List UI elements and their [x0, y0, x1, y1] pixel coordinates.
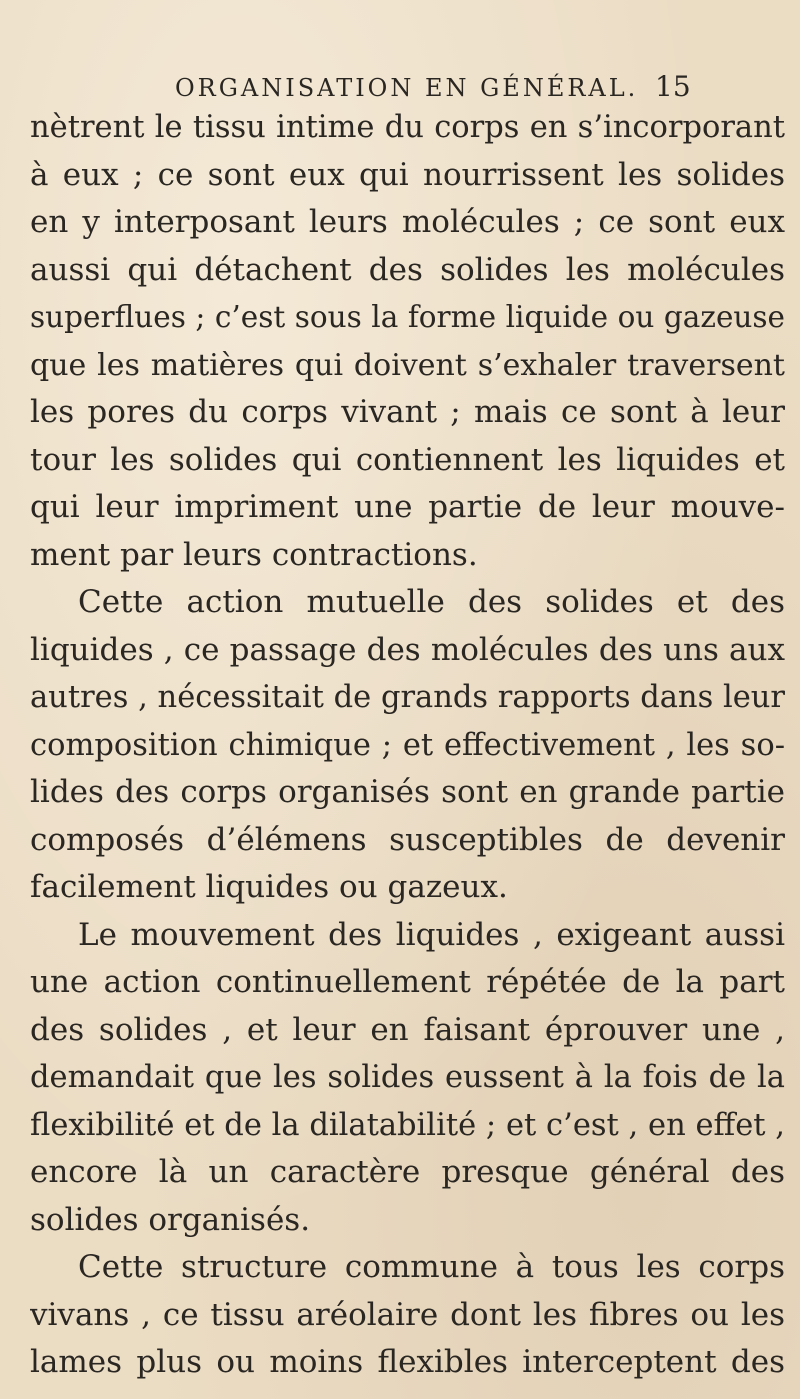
- text-line: superflues ; c’est sous la forme liquide ou gazeuse: [30, 300, 785, 334]
- text-line: encore là un caractère presque général des: [30, 1154, 785, 1190]
- text-line: une action continuellement répétée de la part: [30, 964, 785, 1000]
- text-line: ment par leurs contractions.: [30, 536, 478, 573]
- running-title: ORGANISATION EN GÉNÉRAL.: [175, 74, 639, 102]
- text-line: tour les solides qui contiennent les liquides et: [30, 441, 785, 478]
- body-text: [30, 104, 785, 1387]
- text-line: vivans , ce tissu aréolaire dont les fibres ou les: [30, 1296, 785, 1333]
- text-line: en y interposant leurs molécules ; ce sont eux: [30, 204, 785, 240]
- text-line: liquides , ce passage des molécules des uns aux: [30, 631, 785, 668]
- text-line: composés d’élémens susceptibles de devenir: [30, 821, 785, 858]
- page-number: 15: [655, 70, 691, 103]
- paragraph-start-line: Cette action mutuelle des solides et des: [78, 584, 785, 620]
- text-line: facilement liquides ou gazeux.: [30, 869, 508, 905]
- text-line: autres , nécessitait de grands rapports dans leur: [30, 680, 785, 715]
- text-line: à eux ; ce sont eux qui nourrissent les solides: [30, 156, 785, 193]
- text-line: qui leur impriment une partie de leur mouve-: [30, 489, 785, 525]
- text-line: que les matières qui doivent s’exhaler traversent: [30, 347, 785, 383]
- text-line: lides des corps organisés sont en grande partie: [30, 774, 785, 810]
- text-line: solides organisés.: [30, 1201, 311, 1238]
- paragraph-start-line: Cette structure commune à tous les corps: [78, 1249, 785, 1285]
- text-line: des solides , et leur en faisant éprouver une ,: [30, 1011, 785, 1048]
- text-line: les pores du corps vivant ; mais ce sont à leur: [30, 394, 785, 430]
- text-line: nètrent le tissu intime du corps en s’incorporant: [30, 110, 785, 145]
- text-line: demandait que les solides eussent à la fois de la: [30, 1060, 785, 1095]
- text-line: flexibilité et de la dilatabilité ; et c’est , en effet ,: [30, 1107, 785, 1143]
- text-line: composition chimique ; et effectivement , les so-: [30, 727, 785, 763]
- text-line: lames plus ou moins flexibles interceptent des: [30, 1344, 785, 1380]
- text-line: aussi qui détachent des solides les molécules: [30, 251, 785, 288]
- paragraph-start-line: Le mouvement des liquides , exigeant aussi: [78, 916, 785, 953]
